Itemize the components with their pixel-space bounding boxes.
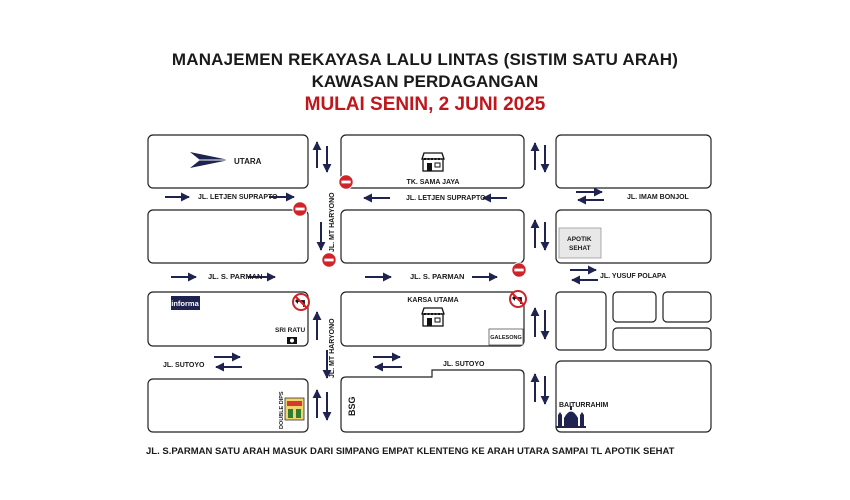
camera-icon (287, 337, 297, 344)
no-entry-sign-icon (339, 175, 353, 189)
street-label: JL. MT HARYONO (329, 192, 336, 252)
landmark-label: TK. SAMA JAYA (406, 179, 460, 186)
double-dips-icon (285, 398, 304, 420)
start-date: MULAI SENIN, 2 JUNI 2025 (304, 94, 546, 115)
landmark-label: GALESONG (490, 335, 522, 341)
block (148, 210, 308, 263)
landmark-label: DOUBLE DIPS (279, 391, 285, 429)
block (148, 135, 308, 188)
street-label: JL. YUSUF POLAPA (600, 273, 667, 280)
landmark-label: SEHAT (569, 245, 591, 252)
street-label: JL. S. PARMAN (208, 272, 263, 281)
street-label: JL. IMAM BONJOL (627, 194, 689, 201)
apotik-sehat-box (559, 228, 601, 258)
landmark-label: KARSA UTAMA (407, 297, 459, 304)
landmark-label: APOTIK (567, 236, 592, 243)
compass-label: UTARA (234, 157, 262, 166)
landmark-label: informa (171, 299, 199, 308)
block (556, 135, 711, 188)
block (556, 361, 711, 432)
street-label: JL. SUTOYO (443, 361, 485, 368)
block (613, 328, 711, 350)
street-label: JL. MT HARYONO (329, 318, 336, 378)
no-left-turn-sign-icon (293, 294, 309, 310)
map-title: MANAJEMEN REKAYASA LALU LINTAS (SISTIM SATU ARAH) (171, 50, 679, 69)
shop-icon (422, 153, 444, 171)
no-entry-sign-icon (322, 253, 336, 267)
block (663, 292, 711, 322)
street-label: JL. S. PARMAN (410, 272, 465, 281)
landmark-label: BSG (347, 396, 357, 416)
block (341, 370, 524, 432)
map-subtitle: KAWASAN PERDAGANGAN (311, 72, 539, 91)
street-label: JL. LETJEN SUPRAPTO (198, 194, 278, 201)
street-label: JL. LETJEN SUPRAPTO (406, 195, 486, 202)
landmark-label: SRI RATU (275, 327, 306, 334)
no-left-turn-sign-icon (510, 291, 526, 307)
footer-note: JL. S.PARMAN SATU ARAH MASUK DARI SIMPANG EMPAT KLENTENG KE ARAH UTARA SAMPAI TL APOTIK SEHAT (146, 446, 675, 457)
block (613, 292, 656, 322)
landmark-label: BAITURRAHIM (559, 402, 609, 409)
block (341, 210, 524, 263)
no-entry-sign-icon (293, 202, 307, 216)
block (556, 292, 606, 350)
street-label: JL. SUTOYO (163, 362, 205, 369)
no-entry-sign-icon (512, 263, 526, 277)
shop-icon (422, 308, 444, 326)
